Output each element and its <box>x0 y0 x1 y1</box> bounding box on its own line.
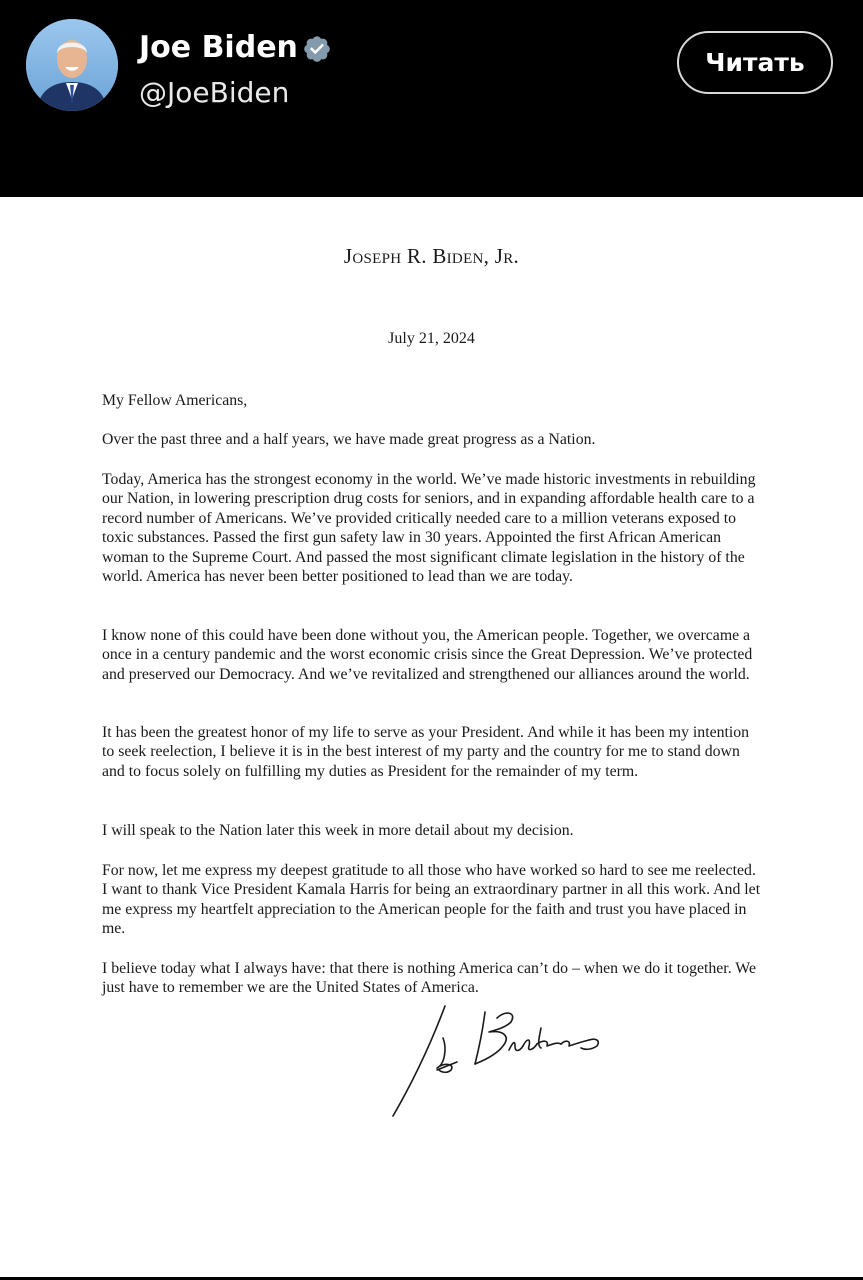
profile-header <box>0 0 863 197</box>
letterhead: Joseph R. Biden, Jr. <box>343 244 520 268</box>
letter-salutation <box>102 391 762 410</box>
salutation-text: My Fellow Americans, <box>102 392 248 409</box>
letter-paragraph <box>102 626 762 684</box>
handwritten-signature <box>385 998 615 1123</box>
user-handle[interactable]: @JoeBiden <box>139 76 290 109</box>
avatar-photo <box>26 19 118 111</box>
display-name[interactable]: Joe Biden <box>139 30 298 65</box>
avatar[interactable] <box>26 19 118 111</box>
paragraph-text: Today, America has the strongest economy in the world. We’ve made historic investments in rebuilding our Nation, in lowering prescription drug costs for seniors, and in expanding affordable health care to a record number of Americans. We’ve provided critically needed care to a million veterans exposed to toxic substances. Passed the first gun safety law in 30 years. Appointed the first African American woman to the Supreme Court. And passed the most significant climate legislation in the history of the world. America has never been better positioned to lead than we are today. <box>102 471 756 586</box>
letter-paragraph <box>102 861 762 939</box>
follow-button[interactable]: Читать <box>677 31 833 94</box>
paragraph-text: Over the past three and a half years, we have made great progress as a Nation. <box>102 431 596 448</box>
letter-paragraph <box>102 470 762 586</box>
paragraph-text: I believe today what I always have: that there is nothing America can’t do – when we do it together. We just have to remember we are the United States of America. <box>102 960 756 997</box>
letter-image <box>0 197 863 1277</box>
letter-date: July 21, 2024 <box>388 330 475 347</box>
paragraph-text: I will speak to the Nation later this week in more detail about my decision. <box>102 822 574 839</box>
verified-icon <box>302 34 332 64</box>
letter-paragraph <box>102 430 762 449</box>
paragraph-text: It has been the greatest honor of my life to serve as your President. And while it has been my intention to seek reelection, I believe it is in the best interest of my party and the country for me to stand down and to focus solely on fulfilling my duties as President for the remainder of my term. <box>102 724 750 780</box>
letter-paragraph <box>102 959 762 998</box>
letter-paragraph <box>102 723 762 781</box>
paragraph-text: For now, let me express my deepest gratitude to all those who have worked so hard to see me reelected. I want to thank Vice President Kamala Harris for being an extraordinary partner in all this work. And let me express my heartfelt appreciation to the American people for the faith and trust you have placed in me. <box>102 862 761 938</box>
letter-paragraph <box>102 821 762 840</box>
paragraph-text: I know none of this could have been done without you, the American people. Together, we overcame a once in a century pandemic and the worst economic crisis since the Great Depression. We’ve protected and preserved our Democracy. And we’ve revitalized and strengthened our alliances around the world. <box>102 627 753 683</box>
